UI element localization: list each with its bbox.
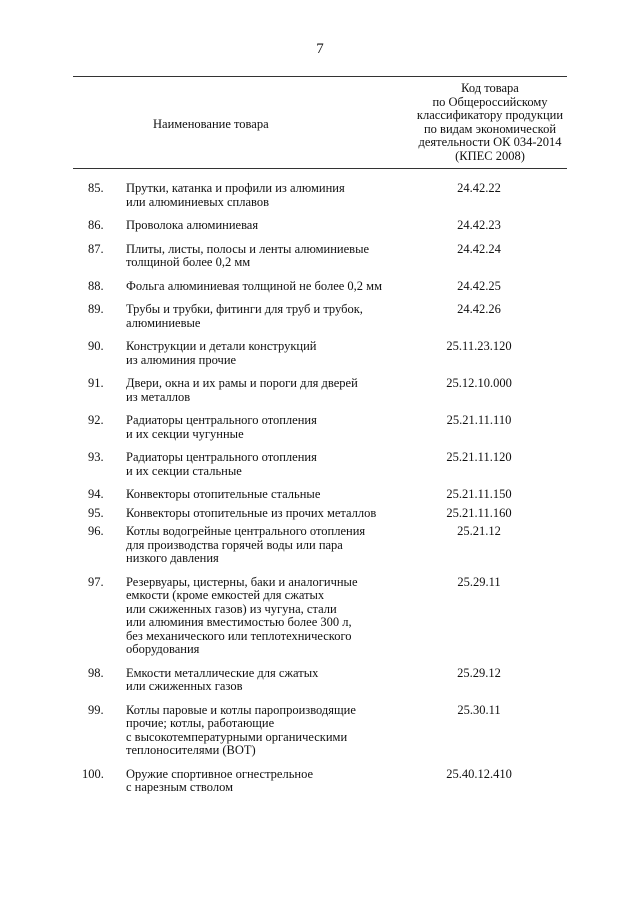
product-name: Плиты, листы, полосы и ленты алюминиевые толщиной более 0,2 мм [126,241,370,269]
product-name: Оружие спортивное огнестрельное с нарезным стволом [126,766,314,794]
row-number: 85. [88,181,104,195]
product-code: 25.21.11.120 [446,450,512,464]
table-row [0,414,640,441]
row-number: 98. [88,665,104,680]
product-name: Радиаторы центрального отопления и их секции стальные [126,450,317,478]
table-row [0,704,640,758]
product-code: 25.21.11.160 [446,505,512,520]
page-number: 7 [316,41,324,57]
product-code: 25.29.12 [457,665,501,680]
column-header-code: Код товара по Общероссийскому классификатору продукции по видам экономической деятельности ОК 034-2014 (КПЕС 2008) [416,81,564,163]
product-name: Проволока алюминиевая [126,218,259,232]
goods-table-body [0,182,640,805]
product-code: 24.42.23 [457,218,501,232]
product-name: Конструкции и детали конструкций из алюминия прочие [126,339,317,367]
table-row [0,768,640,795]
row-number: 95. [88,505,104,520]
product-code: 25.11.23.120 [446,339,512,353]
product-name: Резервуары, цистерны, баки и аналогичные емкости (кроме емкостей для сжатых или сжиженных газов) из чугуна, стали или алюминия вместимостью более 300 л, без механического или теплотехнического оборудования [126,574,358,656]
table-row [0,219,640,233]
table-row [0,243,640,270]
header-top-rule [73,76,567,77]
header-bottom-rule [73,168,567,169]
row-number: 94. [88,487,104,501]
product-name: Котлы паровые и котлы паропроизводящие прочие; котлы, работающие с высокотемпературными органическими теплоносителями (ВОТ) [126,702,356,757]
product-name: Фольга алюминиевая толщиной не более 0,2 мм [126,278,382,293]
row-number: 97. [88,574,104,589]
product-code: 24.42.25 [457,278,501,293]
product-name: Прутки, катанка и профили из алюминия или алюминиевых сплавов [126,181,345,209]
row-number: 91. [88,376,104,390]
row-number: 88. [88,278,104,293]
table-row [0,303,640,330]
row-number: 89. [88,302,104,316]
table-row [0,182,640,209]
product-code: 25.29.11 [457,574,501,589]
table-row [0,280,640,294]
product-name: Двери, окна и их рамы и пороги для дверей из металлов [126,376,358,404]
product-name: Котлы водогрейные центрального отопления для производства горячей воды или пара низкого давления [126,524,366,565]
table-row [0,340,640,367]
row-number: 96. [88,524,104,538]
table-row [0,576,640,657]
product-code: 24.42.26 [457,302,501,316]
product-code: 25.30.11 [457,702,501,717]
table-row [0,377,640,404]
product-code: 25.12.10.000 [446,376,512,390]
row-number: 100. [82,766,104,781]
product-name: Радиаторы центрального отопления и их секции чугунные [126,413,317,441]
product-name: Конвекторы отопительные стальные [126,487,321,501]
product-code: 25.21.11.150 [446,487,512,501]
product-name: Емкости металлические для сжатых или сжиженных газов [126,665,319,693]
table-row [0,667,640,694]
product-code: 25.21.11.110 [446,413,512,427]
product-name: Конвекторы отопительные из прочих металлов [126,505,377,520]
table-row [0,507,640,521]
product-code: 24.42.24 [457,241,501,256]
table-row [0,451,640,478]
column-header-name: Наименование товара [153,117,269,131]
table-row [0,525,640,566]
row-number: 99. [88,702,104,717]
row-number: 86. [88,218,104,232]
product-code: 25.40.12.410 [446,766,512,781]
product-code: 25.21.12 [457,524,501,538]
row-number: 92. [88,413,104,427]
table-row [0,488,640,502]
row-number: 87. [88,241,104,256]
product-code: 24.42.22 [457,181,501,195]
product-name: Трубы и трубки, фитинги для труб и трубок, алюминиевые [126,302,363,330]
row-number: 93. [88,450,104,464]
row-number: 90. [88,339,104,353]
table-header [73,76,567,168]
